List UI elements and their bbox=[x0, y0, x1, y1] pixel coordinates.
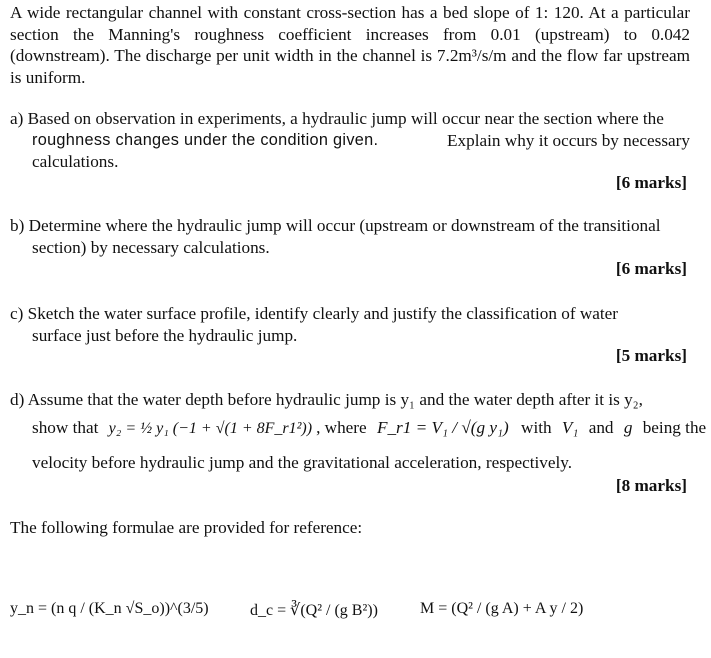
question-d-marks: [8 marks] bbox=[615, 476, 687, 495]
question-c-marks: [5 marks] bbox=[615, 346, 687, 365]
question-b bbox=[10, 215, 690, 258]
froude-formula: F_r1 = V₁ / √(g y₁) bbox=[376, 418, 509, 437]
normal-depth-formula: y_n = (n q / (K_n √S_o))^(3/5) bbox=[10, 600, 209, 617]
question-c-line2: surface just before the hydraulic jump. bbox=[32, 325, 298, 345]
question-a-line2-rest: Explain why it occurs by necessary bbox=[447, 130, 690, 150]
question-c-label: c) bbox=[10, 304, 24, 323]
question-b-line1: Determine where the hydraulic jump will occur (upstream or downstream of the transitional bbox=[28, 216, 661, 235]
momentum-function-formula: M = (Q² / (g A) + A y / 2) bbox=[420, 600, 584, 617]
question-b-marks: [6 marks] bbox=[615, 259, 687, 278]
question-d-label: d) bbox=[10, 390, 25, 409]
question-a-line2-sans: roughness changes under the condition given. bbox=[32, 130, 379, 149]
velocity-symbol: V₁ bbox=[561, 418, 579, 437]
question-a bbox=[10, 108, 690, 173]
question-d bbox=[10, 389, 690, 411]
question-d-line3: velocity before hydraulic jump and the gravitational acceleration, respectively. bbox=[32, 453, 573, 472]
question-d-being-the: being the bbox=[642, 418, 707, 437]
question-a-label: a) bbox=[10, 109, 24, 128]
question-b-label: b) bbox=[10, 216, 25, 235]
question-d-and: and bbox=[588, 418, 614, 437]
question-c-line1: Sketch the water surface profile, identify clearly and justify the classification of water bbox=[27, 304, 619, 323]
question-d-line2 bbox=[32, 417, 707, 440]
question-d-with: with bbox=[521, 418, 552, 437]
question-d-line1: Assume that the water depth before hydraulic jump is y₁ and the water depth after it is y₂, bbox=[27, 390, 643, 409]
critical-depth-formula: d_c = ∛(Q² / (g B²)) bbox=[250, 602, 378, 619]
problem-intro: A wide rectangular channel with constant cross-section has a bed slope of 1: 120. At a particular section the Manning's roughness coefficient increases from 0.01 (upstream) to 0.042 (downstream). The discharge per unit width in the channel is 7.2m³/s/m and the flow far upstream is uniform. bbox=[10, 3, 690, 87]
gravity-symbol: g bbox=[623, 418, 633, 437]
question-a-marks: [6 marks] bbox=[615, 173, 687, 192]
question-c bbox=[10, 303, 690, 346]
question-b-line2: section) by necessary calculations. bbox=[32, 237, 270, 257]
question-a-line3: calculations. bbox=[32, 152, 119, 171]
jump-depth-formula: y₂ = ½ y₁ (−1 + √(1 + 8F_r1²)) bbox=[108, 420, 313, 437]
question-d-where: , where bbox=[316, 418, 367, 437]
question-a-line1: Based on observation in experiments, a hydraulic jump will occur near the section where the bbox=[27, 109, 664, 128]
reference-heading: The following formulae are provided for reference: bbox=[10, 518, 363, 537]
question-d-show-that: show that bbox=[32, 418, 99, 437]
